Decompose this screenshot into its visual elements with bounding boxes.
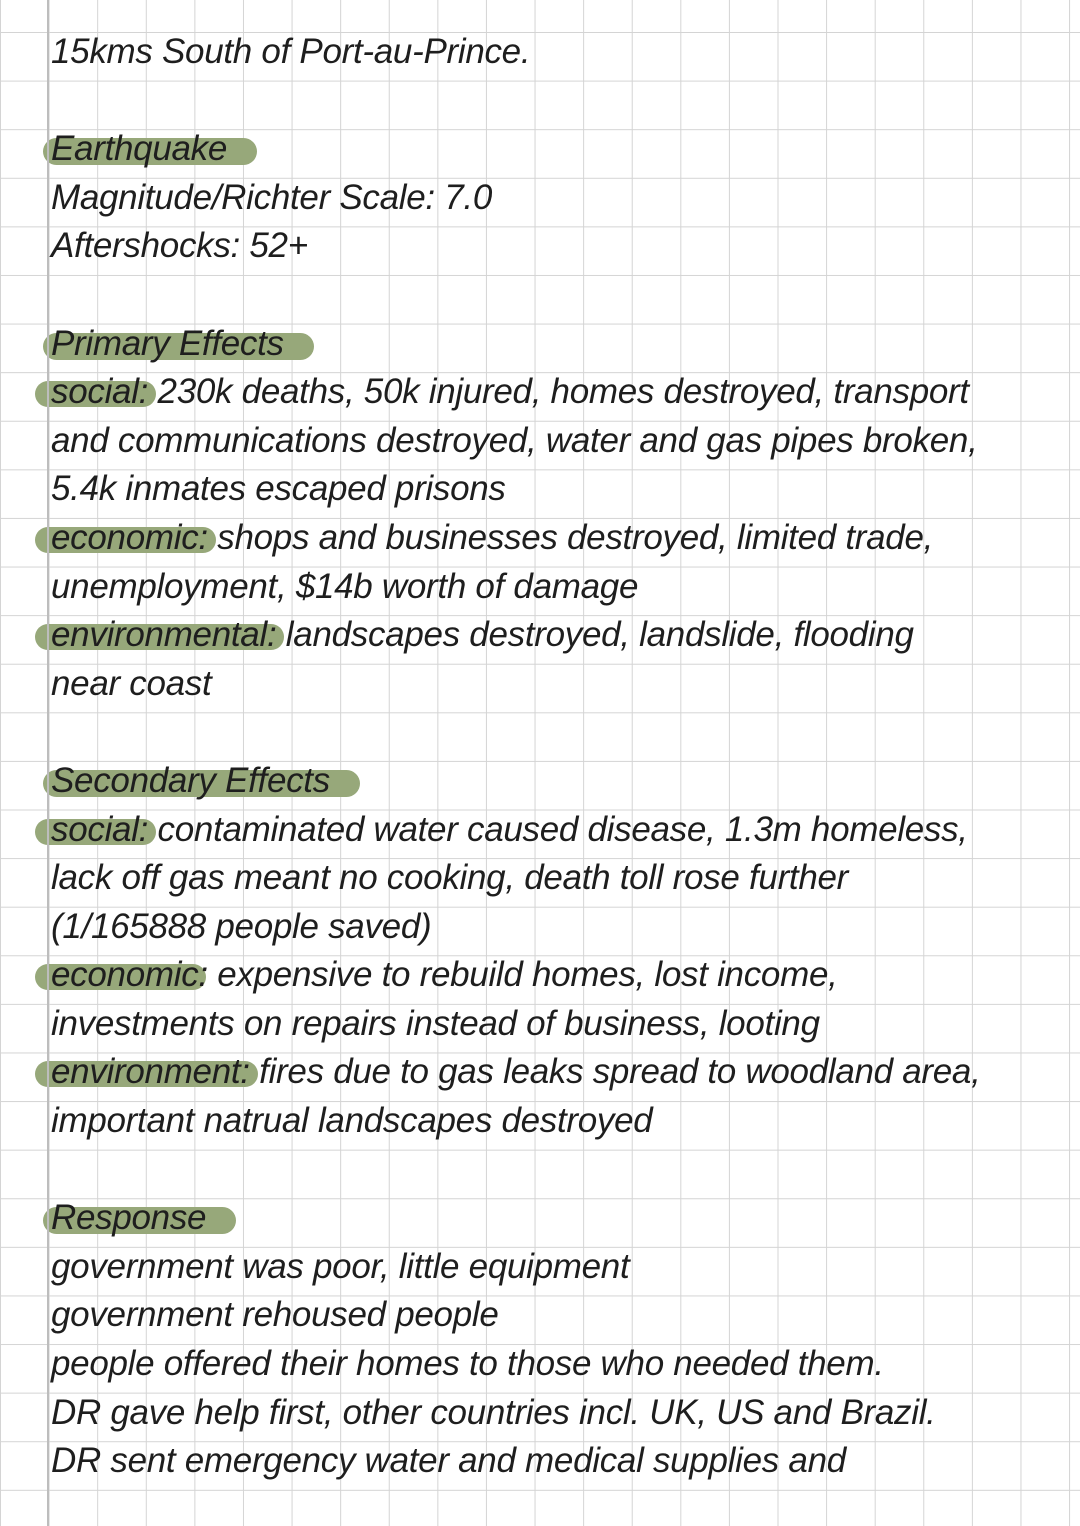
primary-economic-text-1: shops and businesses destroyed, limited trade,	[207, 517, 934, 557]
earthquake-heading-line	[51, 125, 1051, 174]
response-line-4: DR gave help first, other countries incl. UK, US and Brazil.	[51, 1392, 936, 1432]
primary-social-line-1	[51, 368, 1051, 417]
secondary-economic-text-1: : expensive to rebuild homes, lost income,	[198, 955, 838, 995]
primary-economic-label: economic:	[51, 517, 208, 557]
primary-environmental-line-2: near coast	[51, 663, 212, 703]
primary-economic-line-2: unemployment, $14b worth of damage	[51, 566, 639, 606]
secondary-economic-label: economic	[51, 955, 199, 995]
secondary-effects-heading-line	[51, 757, 1051, 806]
secondary-social-line-3: (1/165888 people saved)	[51, 906, 432, 946]
response-heading-line	[51, 1194, 1051, 1243]
primary-effects-heading: Primary Effects	[51, 323, 284, 363]
response-line-3: people offered their homes to those who needed them.	[51, 1344, 884, 1384]
primary-social-text-1: 230k deaths, 50k injured, homes destroyed, transport	[148, 372, 969, 412]
secondary-social-line-2: lack off gas meant no cooking, death toll rose further	[51, 858, 849, 898]
aftershocks-line: Aftershocks: 52+	[51, 226, 308, 266]
primary-environmental-label: environmental:	[51, 615, 277, 655]
primary-economic-line-1	[51, 514, 1051, 563]
response-line-1: government was poor, little equipment	[51, 1246, 630, 1286]
secondary-environment-line-1	[51, 1048, 1051, 1097]
secondary-economic-line-2: investments on repairs instead of business, looting	[51, 1003, 820, 1043]
earthquake-heading: Earthquake	[51, 129, 228, 169]
secondary-effects-heading: Secondary Effects	[51, 760, 330, 800]
notebook-margin-line	[47, 0, 49, 1526]
primary-social-line-3: 5.4k inmates escaped prisons	[51, 469, 506, 509]
secondary-environment-label: environment:	[51, 1052, 250, 1092]
primary-environmental-line-1	[51, 611, 1051, 660]
notes-page	[51, 28, 1051, 1486]
secondary-environment-text-1: fires due to gas leaks spread to woodland area,	[249, 1052, 981, 1092]
secondary-economic-line-1	[51, 951, 1051, 1000]
primary-environmental-text-1: landscapes destroyed, landslide, flooding	[276, 615, 914, 655]
secondary-social-text-1: contaminated water caused disease, 1.3m homeless,	[148, 809, 968, 849]
response-line-5: DR sent emergency water and medical supplies and	[51, 1441, 846, 1481]
magnitude-line: Magnitude/Richter Scale: 7.0	[51, 177, 493, 217]
primary-social-line-2: and communications destroyed, water and gas pipes broken,	[51, 420, 978, 460]
secondary-social-label: social:	[51, 809, 149, 849]
secondary-environment-line-2: important natrual landscapes destroyed	[51, 1101, 653, 1141]
secondary-social-line-1	[51, 806, 1051, 855]
primary-social-label: social:	[51, 372, 149, 412]
response-line-2: government rehoused people	[51, 1295, 499, 1335]
primary-effects-heading-line	[51, 320, 1051, 369]
location-line: 15kms South of Port-au-Prince.	[51, 32, 531, 71]
response-heading: Response	[51, 1198, 207, 1238]
